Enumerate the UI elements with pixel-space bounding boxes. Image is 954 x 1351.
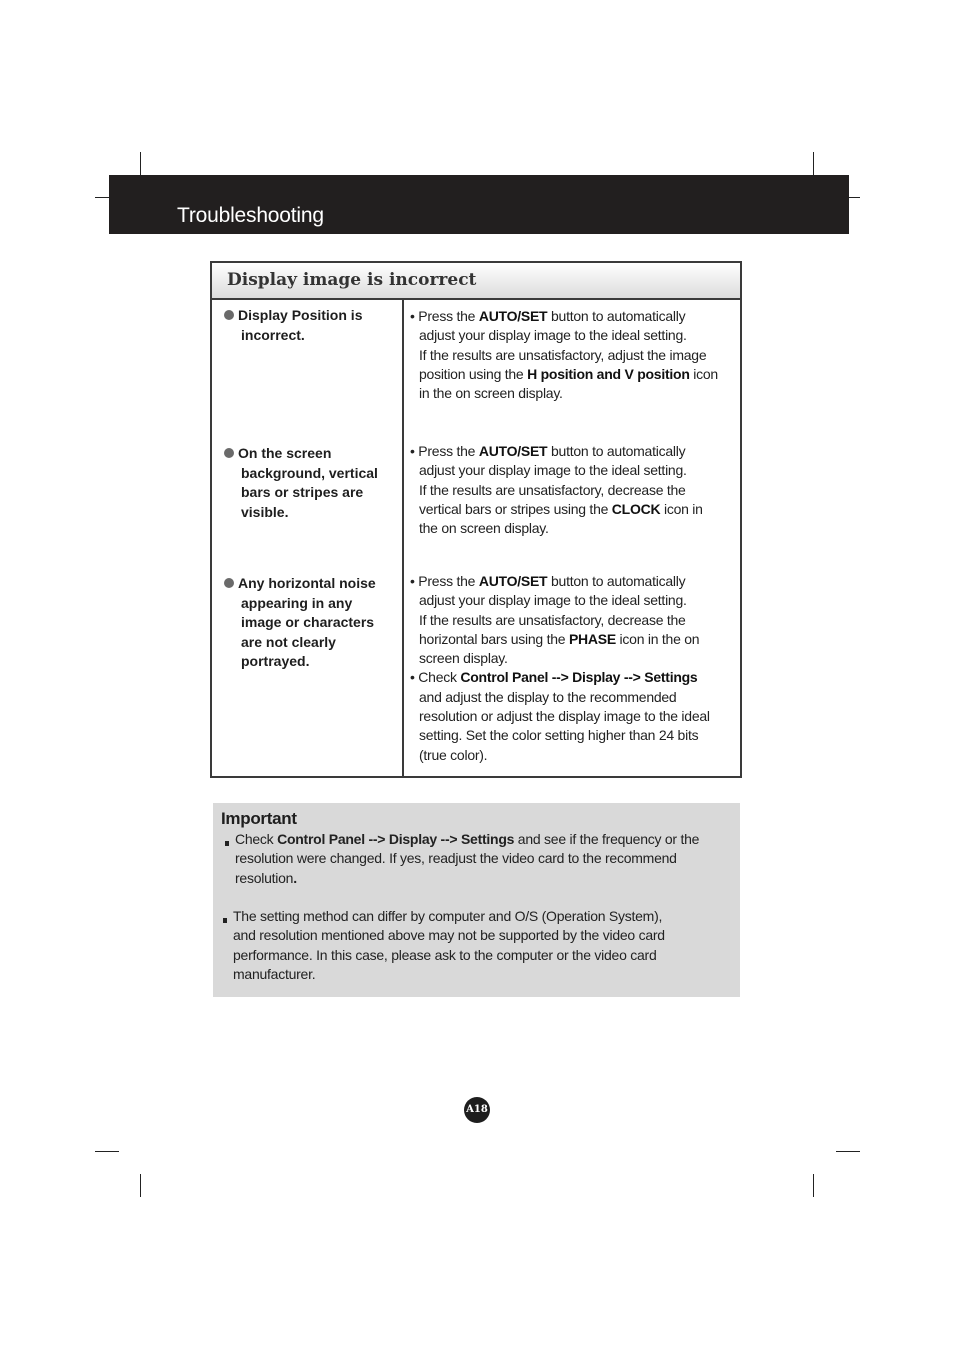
- text-run: button to automatically: [547, 443, 686, 459]
- text-run: The setting method can differ by computer and O/S (Operation System),: [233, 908, 663, 924]
- crop-mark: [813, 1174, 814, 1197]
- troubleshooting-table: [210, 261, 742, 778]
- symptom-line: image or characters: [241, 614, 375, 630]
- symptom-cell: [224, 444, 396, 522]
- text-run: screen display.: [419, 650, 508, 667]
- text-line: [410, 307, 730, 326]
- text-run: position using the: [419, 365, 528, 382]
- symptom-line: background, vertical: [241, 464, 378, 481]
- text-line: [410, 572, 730, 591]
- bold-text: .: [293, 869, 297, 886]
- symptom-line: Display Position is: [238, 307, 363, 323]
- text-line: [235, 849, 735, 868]
- symptom-cell: [224, 306, 396, 345]
- text-run: vertical bars or stripes using the: [419, 500, 612, 517]
- text-run: • Press the: [410, 573, 479, 589]
- text-line: [410, 688, 730, 707]
- text-run: icon: [689, 365, 718, 382]
- text-line: [410, 519, 730, 538]
- text-line: [410, 365, 730, 384]
- text-line: [410, 630, 730, 649]
- text-run: If the results are unsatisfactory, decrease the: [419, 481, 686, 498]
- symptom-line: appearing in any: [241, 594, 353, 611]
- text-line: [410, 746, 730, 765]
- square-bullet-icon: [225, 841, 229, 846]
- text-line: [235, 869, 735, 888]
- bullet-dot-icon: [224, 448, 234, 458]
- text-line: [410, 442, 730, 461]
- crop-mark: [95, 1151, 119, 1152]
- crop-mark: [813, 152, 814, 175]
- header-bar: [109, 175, 849, 234]
- text-run: (true color).: [419, 746, 488, 763]
- text-line: [410, 346, 730, 365]
- text-run: and see if the frequency or the: [514, 831, 700, 847]
- text-run: the on screen display.: [419, 520, 549, 537]
- text-run: If the results are unsatisfactory, decrease the: [419, 611, 686, 628]
- text-run: • Press the: [410, 308, 479, 324]
- square-bullet-icon: [223, 918, 227, 923]
- bold-text: H position and V position: [527, 365, 690, 382]
- bold-text: Control Panel --> Display --> Settings: [460, 669, 698, 686]
- text-line: [233, 965, 733, 984]
- bold-text: AUTO/SET: [478, 308, 548, 324]
- text-line: [233, 907, 733, 926]
- text-run: adjust your display image to the ideal setting.: [419, 592, 687, 609]
- bold-text: AUTO/SET: [478, 573, 548, 589]
- text-run: adjust your display image to the ideal setting.: [419, 462, 687, 479]
- text-run: • Check: [410, 669, 461, 686]
- text-line: [410, 481, 730, 500]
- text-line: [410, 611, 730, 630]
- symptom-line: incorrect.: [241, 326, 305, 343]
- solution-cell: [410, 307, 730, 403]
- text-line: [233, 946, 733, 965]
- text-line: [410, 461, 730, 480]
- important-item: [233, 907, 733, 984]
- text-run: icon in: [660, 500, 703, 517]
- text-run: in the on screen display.: [419, 385, 563, 402]
- text-run: If the results are unsatisfactory, adjust the image: [419, 346, 707, 363]
- crop-mark: [140, 152, 141, 175]
- table-title: Display image is incorrect: [227, 270, 477, 290]
- table-header: [212, 263, 740, 300]
- text-line: [410, 500, 730, 519]
- page-title: Troubleshooting: [177, 204, 324, 227]
- text-run: resolution were changed. If yes, readjust the video card to the recommend: [235, 850, 677, 867]
- text-run: button to automatically: [547, 308, 686, 324]
- page-number: A18: [464, 1097, 490, 1123]
- solution-cell: [410, 572, 730, 765]
- bold-text: PHASE: [568, 630, 616, 647]
- symptom-cell: [224, 574, 396, 672]
- bold-text: AUTO/SET: [478, 443, 548, 459]
- text-line: [410, 707, 730, 726]
- text-run: manufacturer.: [233, 965, 316, 982]
- text-line: [410, 668, 730, 687]
- text-run: performance. In this case, please ask to the computer or the video card: [233, 946, 657, 963]
- text-run: setting. Set the color setting higher than 24 bits: [419, 727, 699, 744]
- text-run: resolution or adjust the display image to the ideal: [419, 708, 710, 725]
- crop-mark: [140, 1174, 141, 1197]
- bold-text: CLOCK: [611, 500, 661, 517]
- symptom-line: are not clearly: [241, 633, 336, 650]
- solution-cell: [410, 442, 730, 538]
- text-run: and resolution mentioned above may not be supported by the video card: [233, 927, 665, 944]
- bold-text: Control Panel --> Display --> Settings: [277, 831, 515, 847]
- bullet-dot-icon: [224, 310, 234, 320]
- text-line: [235, 830, 735, 849]
- symptom-line: visible.: [241, 503, 289, 520]
- symptom-line: portrayed.: [241, 653, 310, 669]
- text-run: button to automatically: [547, 573, 686, 589]
- text-line: [410, 326, 730, 345]
- text-line: [233, 926, 733, 945]
- symptom-line: bars or stripes are: [241, 484, 364, 500]
- text-line: [410, 726, 730, 745]
- important-item: [235, 830, 735, 888]
- important-box: [213, 803, 740, 997]
- text-line: [410, 649, 730, 668]
- text-run: Check: [235, 831, 278, 847]
- text-run: horizontal bars using the: [419, 630, 569, 647]
- text-run: resolution: [235, 869, 294, 886]
- symptom-line: On the screen: [238, 445, 332, 461]
- symptom-line: Any horizontal noise: [238, 575, 376, 591]
- important-title: Important: [221, 809, 297, 828]
- crop-mark: [836, 1151, 860, 1152]
- text-run: and adjust the display to the recommended: [419, 688, 677, 705]
- text-run: icon in the on: [615, 630, 700, 647]
- text-line: [410, 384, 730, 403]
- text-line: [410, 591, 730, 610]
- text-run: • Press the: [410, 443, 479, 459]
- bullet-dot-icon: [224, 578, 234, 588]
- column-divider: [402, 300, 404, 776]
- text-run: adjust your display image to the ideal setting.: [419, 327, 687, 344]
